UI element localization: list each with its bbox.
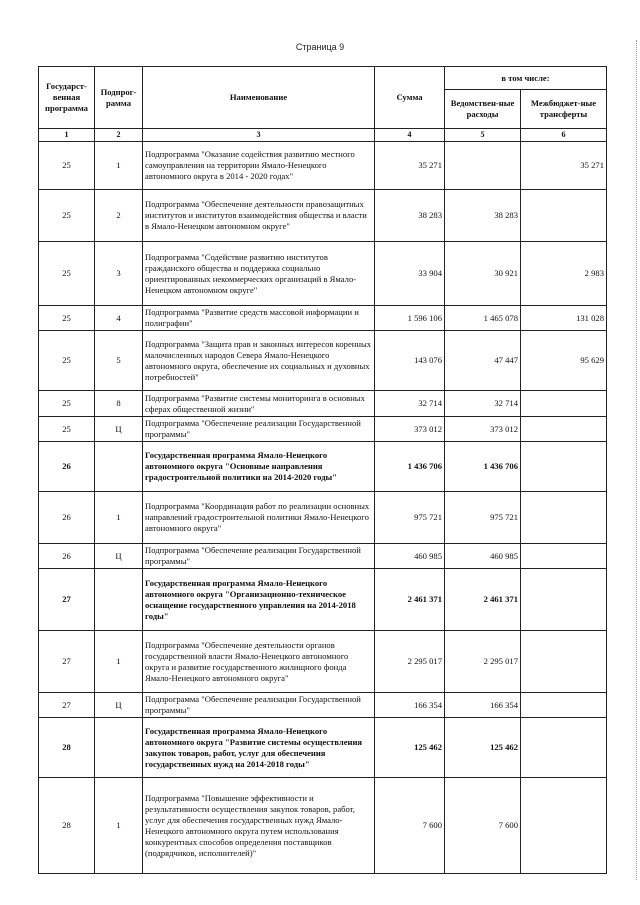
cell-gos-programma: 26 <box>39 492 95 544</box>
table-row-program <box>39 718 607 778</box>
table-row <box>39 417 607 442</box>
cell-gos-programma: 27 <box>39 631 95 693</box>
cell-transfers <box>521 442 607 492</box>
table-row <box>39 778 607 874</box>
cell-departmental: 47 447 <box>445 331 521 391</box>
cell-departmental: 32 714 <box>445 391 521 417</box>
cell-sum: 2 461 371 <box>375 569 445 631</box>
cell-name: Подпрограмма "Развитие системы мониторинга в основных сферах общественной жизни" <box>143 391 375 417</box>
table-row-program <box>39 569 607 631</box>
cell-gos-programma: 25 <box>39 306 95 331</box>
cell-name: Подпрограмма "Обеспечение реализации Государственной программы" <box>143 544 375 569</box>
cell-podprogramma: 8 <box>95 391 143 417</box>
cell-podprogramma <box>95 718 143 778</box>
cell-sum: 460 985 <box>375 544 445 569</box>
cell-podprogramma: Ц <box>95 693 143 718</box>
cell-transfers: 95 629 <box>521 331 607 391</box>
cell-departmental: 38 283 <box>445 190 521 242</box>
cell-podprogramma: 1 <box>95 778 143 874</box>
cell-podprogramma: Ц <box>95 544 143 569</box>
table-row <box>39 142 607 190</box>
column-numbers-row <box>39 129 607 142</box>
cell-sum: 166 354 <box>375 693 445 718</box>
cell-sum: 35 271 <box>375 142 445 190</box>
cell-name: Подпрограмма "Обеспечение реализации Государственной программы" <box>143 417 375 442</box>
cell-sum: 7 600 <box>375 778 445 874</box>
col-number: 3 <box>143 129 375 142</box>
col-number: 2 <box>95 129 143 142</box>
cell-name: Подпрограмма "Координация работ по реализации основных направлений градостроительной политики Ямало-Ненецкого автономного округа" <box>143 492 375 544</box>
col-header-podprogramma: Подпрог-рамма <box>95 67 143 129</box>
cell-gos-programma: 25 <box>39 190 95 242</box>
cell-transfers: 2 983 <box>521 242 607 306</box>
col-number: 4 <box>375 129 445 142</box>
cell-podprogramma: 5 <box>95 331 143 391</box>
cell-sum: 38 283 <box>375 190 445 242</box>
cell-sum: 125 462 <box>375 718 445 778</box>
cell-sum: 32 714 <box>375 391 445 417</box>
cell-gos-programma: 25 <box>39 417 95 442</box>
cell-gos-programma: 28 <box>39 778 95 874</box>
table-row <box>39 631 607 693</box>
cell-transfers <box>521 569 607 631</box>
table-row <box>39 693 607 718</box>
cell-podprogramma: Ц <box>95 417 143 442</box>
cell-gos-programma: 25 <box>39 391 95 417</box>
table-row <box>39 306 607 331</box>
cell-sum: 975 721 <box>375 492 445 544</box>
col-header-departmental: Ведомствен-ные расходы <box>445 90 521 129</box>
cell-gos-programma: 26 <box>39 442 95 492</box>
cell-podprogramma: 1 <box>95 631 143 693</box>
cell-transfers <box>521 544 607 569</box>
header-row <box>39 67 607 90</box>
cell-departmental <box>445 142 521 190</box>
cell-departmental: 166 354 <box>445 693 521 718</box>
col-number: 5 <box>445 129 521 142</box>
cell-gos-programma: 27 <box>39 693 95 718</box>
cell-sum: 1 436 706 <box>375 442 445 492</box>
cell-name: Подпрограмма "Обеспечение деятельности правозащитных институтов и институтов взаимодействия общества и власти в Ямало-Ненецком автономном округе" <box>143 190 375 242</box>
cell-podprogramma: 2 <box>95 190 143 242</box>
cell-transfers: 35 271 <box>521 142 607 190</box>
col-number: 1 <box>39 129 95 142</box>
cell-gos-programma: 25 <box>39 242 95 306</box>
cell-departmental: 2 461 371 <box>445 569 521 631</box>
cell-name: Государственная программа Ямало-Ненецкого автономного округа "Основные направления градостроительной политики на 2014-2020 годы" <box>143 442 375 492</box>
col-header-sum: Сумма <box>375 67 445 129</box>
cell-gos-programma: 27 <box>39 569 95 631</box>
cell-name: Подпрограмма "Обеспечение реализации Государственной программы" <box>143 693 375 718</box>
cell-transfers <box>521 693 607 718</box>
table-row <box>39 391 607 417</box>
cell-transfers <box>521 190 607 242</box>
col-number: 6 <box>521 129 607 142</box>
cell-sum: 2 295 017 <box>375 631 445 693</box>
table-row <box>39 492 607 544</box>
cell-transfers <box>521 718 607 778</box>
cell-name: Подпрограмма "Развитие средств массовой информации и полиграфии" <box>143 306 375 331</box>
cell-gos-programma: 25 <box>39 142 95 190</box>
table-row <box>39 190 607 242</box>
cell-gos-programma: 28 <box>39 718 95 778</box>
cell-departmental: 2 295 017 <box>445 631 521 693</box>
cell-transfers <box>521 492 607 544</box>
cell-departmental: 125 462 <box>445 718 521 778</box>
cell-podprogramma: 1 <box>95 142 143 190</box>
cell-podprogramma: 3 <box>95 242 143 306</box>
cell-name: Государственная программа Ямало-Ненецкого автономного округа "Развитие системы осуществления закупок товаров, работ, услуг для обеспечения государственных нужд на 2014-2018 годы" <box>143 718 375 778</box>
cell-departmental: 30 921 <box>445 242 521 306</box>
table-row <box>39 242 607 306</box>
cell-gos-programma: 25 <box>39 331 95 391</box>
cell-sum: 373 012 <box>375 417 445 442</box>
cell-podprogramma: 4 <box>95 306 143 331</box>
cell-name: Подпрограмма "Защита прав и законных интересов коренных малочисленных народов Севера Ямало-Ненецкого автономного округа, обеспечение их социальных и духовных потребностей" <box>143 331 375 391</box>
cell-name: Подпрограмма "Содействие развитию институтов гражданского общества и поддержка социально ориентированных некоммерческих организаций в Ямало-Ненецком автономном округе" <box>143 242 375 306</box>
col-header-including: в том числе: <box>445 67 607 90</box>
cell-departmental: 373 012 <box>445 417 521 442</box>
cell-gos-programma: 26 <box>39 544 95 569</box>
cell-transfers <box>521 778 607 874</box>
cell-podprogramma <box>95 569 143 631</box>
cell-transfers <box>521 391 607 417</box>
cell-departmental: 1 436 706 <box>445 442 521 492</box>
cell-name: Государственная программа Ямало-Ненецкого автономного округа "Организационно-техническое оснащение государственного управления на 2014-2018 годы" <box>143 569 375 631</box>
cell-departmental: 975 721 <box>445 492 521 544</box>
col-header-gos-programma: Государст-венная программа <box>39 67 95 129</box>
cell-podprogramma: 1 <box>95 492 143 544</box>
cell-podprogramma <box>95 442 143 492</box>
cell-name: Подпрограмма "Повышение эффективности и результативности осуществления закупок товаров, работ, услуг для обеспечения государственных нужд Ямало-Ненецкого автономного округа путем использования конкурентных способов определения поставщиков (подрядчиков, исполнителей)" <box>143 778 375 874</box>
cell-transfers <box>521 417 607 442</box>
cell-sum: 1 596 106 <box>375 306 445 331</box>
budget-table <box>38 66 607 874</box>
cell-name: Подпрограмма "Оказание содействия развитию местного самоуправления на территории Ямало-Ненецкого автономного округа в 2014 - 2020 годах" <box>143 142 375 190</box>
cell-transfers <box>521 631 607 693</box>
cell-departmental: 1 465 078 <box>445 306 521 331</box>
table-row <box>39 331 607 391</box>
col-header-name: Наименование <box>143 67 375 129</box>
cell-name: Подпрограмма "Обеспечение деятельности органов государственной власти Ямало-Ненецкого автономного округа и развитие государственного жилищного фонда Ямало-Ненецкого автономного округа" <box>143 631 375 693</box>
binding-edge-line <box>636 40 637 880</box>
cell-transfers: 131 028 <box>521 306 607 331</box>
table-row-program <box>39 442 607 492</box>
col-header-transfers: Межбюджет-ные трансферты <box>521 90 607 129</box>
cell-sum: 143 076 <box>375 331 445 391</box>
page-number: Страница 9 <box>295 42 345 52</box>
cell-sum: 33 904 <box>375 242 445 306</box>
table-row <box>39 544 607 569</box>
cell-departmental: 7 600 <box>445 778 521 874</box>
cell-departmental: 460 985 <box>445 544 521 569</box>
